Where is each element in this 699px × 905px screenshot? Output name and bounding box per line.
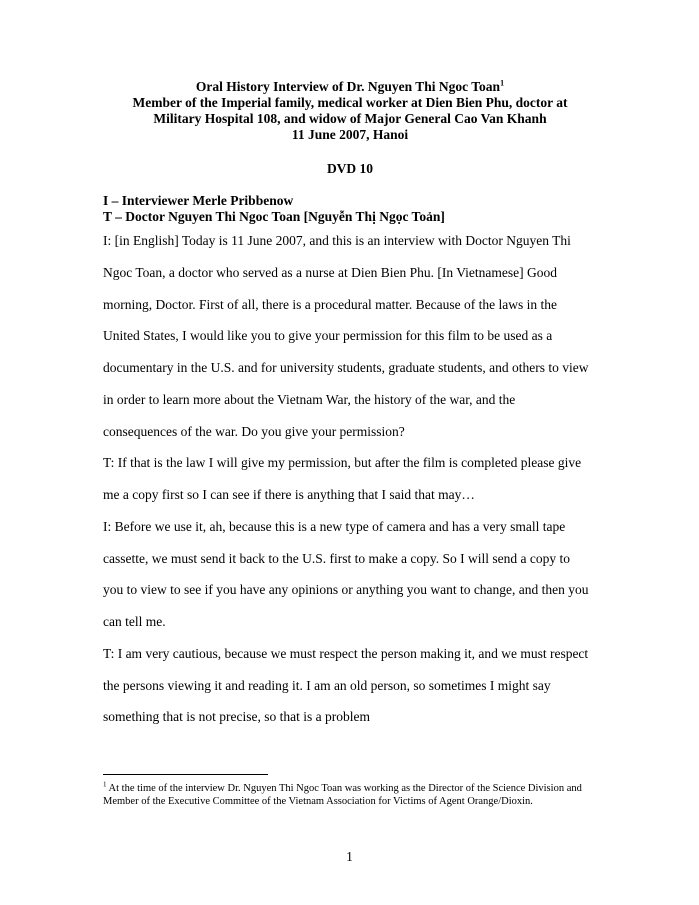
page-number: 1 xyxy=(346,849,353,864)
transcript-line: the persons viewing it and reading it. I am an old person, so sometimes I might say xyxy=(103,677,551,693)
footnote-mark: 1 xyxy=(103,780,107,789)
transcript-line: something that is not precise, so that is a problem xyxy=(103,709,370,725)
document-title xyxy=(100,79,600,143)
transcript-line: can tell me. xyxy=(103,614,166,629)
footnote-text: At the time of the interview Dr. Nguyen Thi Ngoc Toan was working as the Director of the Science Division and Member of the Executive Committee of the Vietnam Association for Victims of Agent Orange/Dioxin. xyxy=(103,783,582,807)
transcript-line: Ngoc Toan, a doctor who served as a nurse at Dien Bien Phu. [In Vietnamese] Good xyxy=(103,264,558,280)
transcript-line: T: I am very cautious, because we must respect the person making it, and we must respect xyxy=(103,645,589,661)
transcript-line: documentary in the U.S. and for university students, graduate students, and others to view xyxy=(103,360,589,375)
transcript-line: consequences of the war. Do you give your permission? xyxy=(103,423,405,439)
transcript-line: me a copy first so I can see if there is anything that I said that may… xyxy=(103,487,475,502)
title-line-3: Military Hospital 108, and widow of Major General Cao Van Khanh xyxy=(153,111,547,126)
title-line-1: Oral History Interview of Dr. Nguyen Thi Ngoc Toan$^1$ xyxy=(195,78,505,94)
footnote xyxy=(103,782,603,808)
footnote-reference: 1 xyxy=(500,78,505,88)
speaker-list xyxy=(103,193,445,225)
transcript-line: you to view to see if you have any opinions or anything you want to change, and then you xyxy=(103,582,589,598)
dvd-label: DVD 10 xyxy=(326,161,374,176)
title-line-4: 11 June 2007, Hanoi xyxy=(291,127,409,142)
transcript-line: I: Before we use it, ah, because this is a new type of camera and has a very small tape xyxy=(103,518,566,534)
transcript-line: T: If that is the law I will give my permission, but after the film is completed please give xyxy=(103,455,582,471)
transcript-line: United States, I would like you to give your permission for this film to be used as a xyxy=(103,328,553,344)
footnote-divider xyxy=(103,774,268,775)
title-line-2: Member of the Imperial family, medical worker at Dien Bien Phu, doctor at xyxy=(132,95,568,110)
speaker-interviewee: T – Doctor Nguyen Thi Ngoc Toan [Nguyễn Thị Ngọc Toản] xyxy=(103,209,445,224)
transcript-line: cassette, we must send it back to the U.S. first to make a copy. So I will send a copy to xyxy=(103,550,571,566)
speaker-interviewer: I – Interviewer Merle Pribbenow xyxy=(103,193,294,208)
transcript-line: I: [in English] Today is 11 June 2007, and this is an interview with Doctor Nguyen Thi xyxy=(103,233,571,248)
transcript-line: morning, Doctor. First of all, there is a procedural matter. Because of the laws in the xyxy=(103,296,557,312)
transcript-line: in order to learn more about the Vietnam War, the history of the war, and the xyxy=(103,391,516,407)
